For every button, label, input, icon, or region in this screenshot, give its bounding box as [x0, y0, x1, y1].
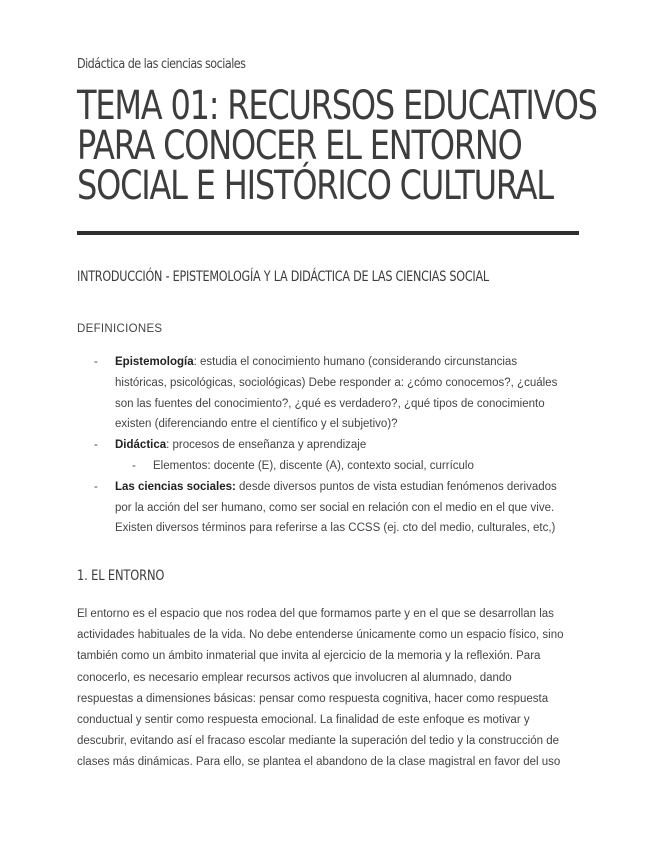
definitions-list — [77, 352, 579, 539]
intro-heading: INTRODUCCIÓN - EPISTEMOLOGÍA Y LA DIDÁCTICA DE LAS CIENCIAS SOCIAL — [77, 269, 489, 285]
definition-text: históricas, psicológicas, sociológicas) Debe responder a: ¿cómo conocemos?, ¿cuáles — [115, 376, 558, 389]
definition-text: son las fuentes del conocimiento?, ¿qué es verdadero?, ¿qué tipos de conocimiento — [115, 397, 545, 410]
definition-text: Elementos: docente (E), discente (A), contexto social, currículo — [153, 459, 474, 472]
paragraph-line: también como un ámbito inmaterial que invita al ejercicio de la memoria y la reflexión. Para — [77, 650, 541, 663]
definition-text: por la acción del ser humano, como ser social en relación con el medio en el que vive. — [115, 501, 555, 514]
dash-bullet: - — [94, 439, 98, 452]
list-item — [77, 352, 579, 373]
definition-text: Existen diversos términos para referirse a las CCSS (ej. cto del medio, culturales, etc,) — [115, 522, 556, 535]
title-line: SOCIAL E HISTÓRICO CULTURAL — [77, 163, 553, 209]
document-title — [77, 83, 597, 209]
list-item-continuation — [77, 498, 579, 519]
section-paragraph — [77, 604, 579, 774]
sub-list-item — [77, 456, 579, 477]
definition-text: : estudia el conocimiento humano (considerando circunstancias — [193, 356, 518, 368]
paragraph-line: conductual y sentir como respuesta emocional. La finalidad de este enfoque es motivar y — [77, 714, 530, 727]
paragraph-line: clases más dinámicas. Para ello, se plantea el abandono de la clase magistral en favor del uso — [77, 756, 561, 769]
title-divider — [77, 231, 579, 235]
paragraph-line: conocerlo, es necesario emplear recursos activos que involucren al alumnado, dando — [77, 671, 512, 684]
title-line: TEMA 01: RECURSOS EDUCATIVOS — [77, 83, 597, 129]
section-heading-entorno: 1. EL ENTORNO — [77, 568, 165, 584]
paragraph-line: actividades habituales de la vida. No debe entenderse únicamente como un espacio físico, sino — [77, 629, 564, 642]
term-ciencias-sociales: Las ciencias sociales: — [115, 480, 236, 493]
dash-bullet: - — [132, 459, 136, 472]
paragraph-line: respuestas a dimensiones básicas: pensar como respuesta cognitiva, hacer como respuesta — [77, 692, 549, 705]
document-subtitle: Didáctica de las ciencias sociales — [77, 57, 246, 72]
list-item-continuation — [77, 518, 579, 539]
title-line: PARA CONOCER EL ENTORNO — [77, 123, 522, 169]
term-didactica: Didáctica — [115, 439, 167, 452]
list-item-continuation — [77, 394, 579, 415]
paragraph-line: El entorno es el espacio que nos rodea del que formamos parte y en el que se desarrollan las — [77, 608, 554, 620]
term-epistemologia: Epistemología — [115, 356, 194, 368]
definition-text: existen (diferenciando entre el científico y el subjetivo)? — [115, 418, 398, 431]
list-item — [77, 477, 579, 498]
paragraph-line: descubrir, evitando así el fracaso escolar mediante la superación del tedio y la construcción de — [77, 735, 559, 748]
dash-bullet: - — [94, 480, 98, 493]
list-item-continuation — [77, 414, 579, 435]
definition-text: : procesos de enseñanza y aprendizaje — [166, 439, 367, 452]
definitions-label: DEFINICIONES — [77, 323, 163, 335]
definition-text: desde diversos puntos de vista estudian fenómenos derivados — [235, 480, 557, 493]
list-item-continuation — [77, 373, 579, 394]
dash-bullet: - — [94, 356, 98, 368]
list-item — [77, 435, 579, 456]
